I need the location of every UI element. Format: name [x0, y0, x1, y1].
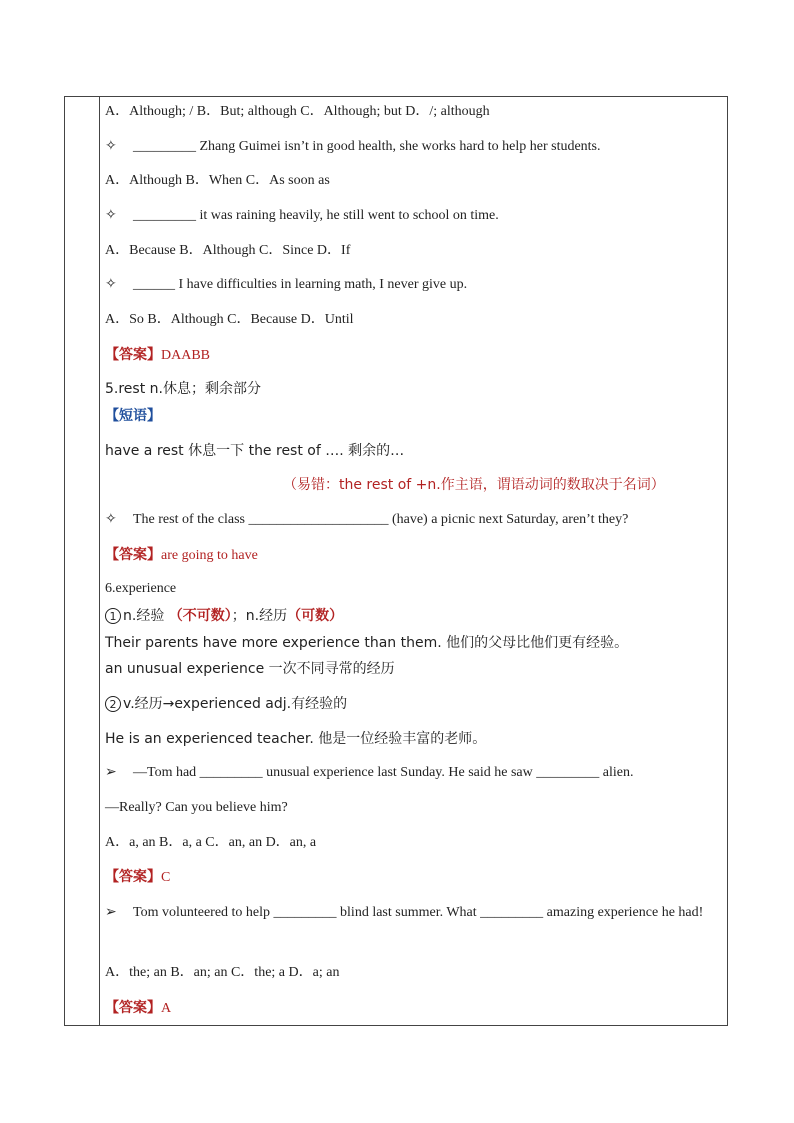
answer-value: are going to have: [161, 548, 258, 563]
answer-block-3: [105, 867, 170, 888]
experience-heading: 6.experience: [105, 581, 177, 596]
diamond-bullet-icon: ✧: [105, 277, 117, 292]
diamond-bullet-icon: ✧: [105, 512, 117, 527]
diamond-bullet-icon: ✧: [105, 208, 117, 223]
question3-options: A．Because B．Although C．Since D．If: [105, 243, 351, 258]
question5: [105, 510, 628, 530]
sense2-text: v.经历→experienced adj.有经验的: [123, 696, 348, 712]
answer-block-2: [105, 545, 258, 566]
question1-options: A．Although; / B．But; although C．Although; but D．/; although: [105, 104, 490, 119]
answer-value: C: [161, 870, 171, 885]
answer-value: DAABB: [161, 348, 211, 363]
sense1-part-a: n.经验: [123, 608, 169, 624]
answer-value: A: [161, 1001, 172, 1016]
question5-text: The rest of the class ____________________ (have) a picnic next Saturday, aren’t they?: [133, 512, 629, 527]
sense1-part-c: ；n.经历: [231, 608, 288, 624]
rest-note: （易错：the rest of +n.作主语，谓语动词的数取决于名词）: [283, 477, 665, 493]
experience-example-3: He is an experienced teacher. 他是一位经验丰富的老师。: [105, 731, 487, 747]
question2-text: _________ Zhang Guimei isn’t in good health, she works hard to help her students.: [133, 139, 601, 154]
arrow-bullet-icon: ➢: [105, 905, 117, 920]
answer-label: 【答案】: [105, 347, 161, 363]
answer-block-4: [105, 998, 171, 1019]
answer-label: 【答案】: [105, 869, 161, 885]
rest-phrases: have a rest 休息一下 the rest of …. 剩余的…: [105, 443, 405, 459]
column-divider: [99, 97, 100, 1025]
rest-heading: 5.rest n.休息；剩余部分: [105, 381, 261, 397]
experience-sense-2: [105, 694, 347, 714]
answer-block-1: [105, 345, 210, 366]
experience-example-2: an unusual experience 一次不同寻常的经历: [105, 661, 395, 677]
question3-text: _________ it was raining heavily, he still went to school on time.: [133, 208, 499, 223]
experience-example-1: Their parents have more experience than them. 他们的父母比他们更有经验。: [105, 635, 629, 651]
question6: [105, 763, 633, 783]
question6-text: —Tom had _________ unusual experience last Sunday. He said he saw _________ alien.: [133, 765, 634, 780]
question3: [105, 206, 499, 226]
question2: [105, 137, 601, 157]
phrase-label-text: 【短语】: [105, 408, 161, 424]
circled-number-1: 1: [105, 608, 121, 624]
question4-text: ______ I have difficulties in learning math, I never give up.: [133, 277, 468, 292]
question6-dialogue: —Really? Can you believe him?: [105, 800, 288, 815]
answer-label: 【答案】: [105, 547, 161, 563]
circled-number-2: 2: [105, 696, 121, 712]
experience-sense-1: [105, 606, 343, 626]
question2-options: A．Although B．When C．As soon as: [105, 173, 330, 188]
sense1-countable: （可数）: [287, 608, 344, 624]
sense1-uncountable: （不可数）: [168, 608, 232, 624]
question7: [105, 899, 717, 926]
question6-options: A．a, an B．a, a C．an, an D．an, a: [105, 835, 317, 850]
diamond-bullet-icon: ✧: [105, 139, 117, 154]
question7-text: Tom volunteered to help _________ blind last summer. What _________ amazing experience he had!: [133, 905, 704, 920]
question7-options: A．the; an B．an; an C．the; a D．a; an: [105, 965, 340, 980]
phrase-label: [105, 406, 161, 427]
arrow-bullet-icon: ➢: [105, 765, 117, 780]
question4: [105, 275, 467, 295]
question4-options: A．So B．Although C．Because D．Until: [105, 312, 354, 327]
answer-label: 【答案】: [105, 1000, 161, 1016]
